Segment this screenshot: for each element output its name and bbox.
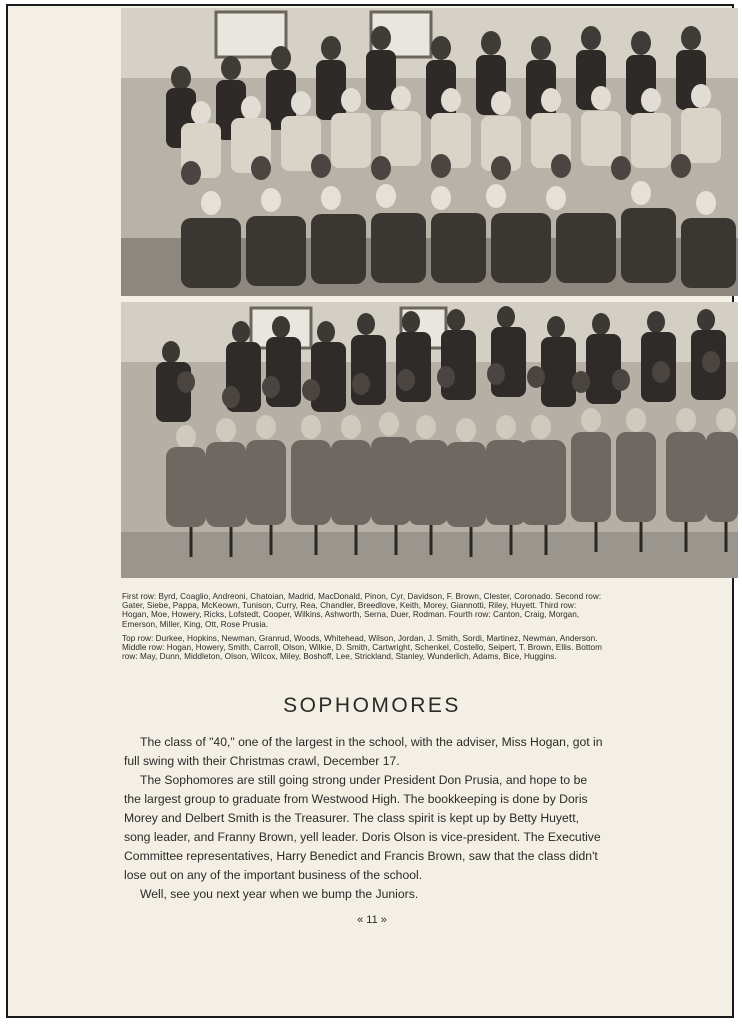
paragraph-1: The class of "40," one of the largest in the school, with the adviser, Miss Hogan, got in full swing with their Christmas crawl, December 17.	[124, 735, 603, 768]
page-title: SOPHOMORES	[283, 694, 461, 717]
class-photo-bottom-image	[121, 302, 738, 578]
yearbook-page	[6, 4, 734, 1018]
page-number: « 11 »	[357, 914, 387, 926]
class-photo-top-image	[121, 8, 738, 296]
caption-top-text: First row: Byrd, Coaglio, Andreoni, Chatoian, Madrid, MacDonald, Pinon, Cyr, Davidson, F. Brown, Clester, Coronado. Second row: Gater, Siebe, Pappa, McKeown, Tunison, Curry, Rea, Chandler, Breedlove, Keith, Morey, Giannotti, Riley, Huyett. Third row: Hogan, Moe, Howery, Ricks, Lofstedt, Cooper, Wilkins, Ashworth, Serna, Duer, Rodman. Fourth row: Canton, Craig, Morgan, Emerson, Miller, King, Ott, Rose Prusia.	[122, 592, 602, 629]
article-body	[124, 733, 604, 904]
photo-caption-bottom	[122, 634, 602, 662]
photo-caption-top	[122, 592, 602, 629]
caption-bottom-text: Top row: Durkee, Hopkins, Newman, Granrud, Woods, Whitehead, Wilson, Jordan, J. Smith, Sordi, Martinez, Newman, Anderson. Middle row: Hogan, Howery, Smith, Carroll, Olson, Wilkie, D. Smith, Cartwright, Schenkel, Costello, Seipert, T. Brown, Ellis. Bottom row: May, Dunn, Middleton, Olson, Wilcox, Miley, Boshoff, Lee, Strickland, Stanley, Wunderlich, Adams, Bice, Huggins.	[122, 634, 602, 662]
paragraph-3: Well, see you next year when we bump the Juniors.	[140, 887, 419, 901]
class-photo-bottom	[121, 302, 738, 578]
class-photo-top	[121, 8, 738, 296]
paragraph-2: The Sophomores are still going strong under President Don Prusia, and hope to be the largest group to graduate from Westwood High. The bookkeeping is done by Doris Morey and Delbert Smith is the Treasurer. The class spirit is kept up by Betty Huyett, song leader, and Franny Brown, yell leader. Doris Olson is vice-president. The Executive Committee representatives, Harry Benedict and Francis Brown, saw that the class didn't lose out on any of the important business of the school.	[124, 773, 601, 882]
